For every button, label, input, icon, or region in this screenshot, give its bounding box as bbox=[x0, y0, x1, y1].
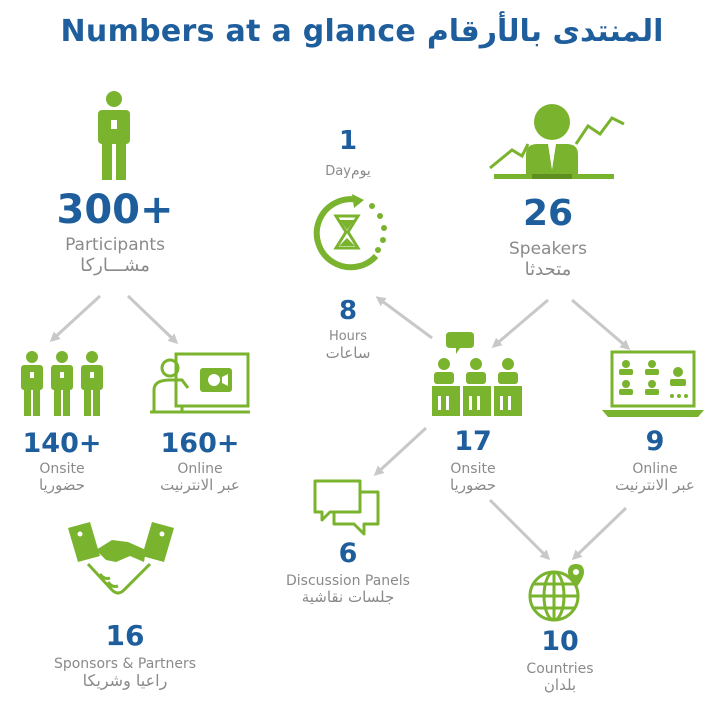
online-speakers-value: 9 bbox=[645, 426, 665, 457]
participant-icon bbox=[94, 90, 134, 182]
speakers-value: 26 bbox=[522, 193, 574, 234]
panels-label: Discussion Panels bbox=[286, 573, 410, 589]
onsite-participants-stat bbox=[6, 430, 118, 494]
onsite-speakers-label: Onsite bbox=[450, 461, 496, 477]
online-participants-label-ar: عبر الانترنيت bbox=[160, 476, 240, 495]
speakers-stat bbox=[478, 193, 618, 280]
onsite-participants-value: 140+ bbox=[22, 428, 102, 459]
panels-value: 6 bbox=[338, 538, 358, 569]
speakers-label: Speakers bbox=[508, 239, 587, 259]
countries-label-ar: بلدان bbox=[543, 676, 577, 695]
page-title: Numbers at a glance المنتدى بالأرقام bbox=[60, 14, 664, 49]
hours-label: Hours bbox=[328, 329, 368, 344]
days-label: Day bbox=[325, 164, 351, 179]
hours-label-ar: ساعات bbox=[325, 343, 371, 362]
onsite-speakers-stat bbox=[418, 428, 528, 494]
online-participants-icon bbox=[148, 350, 252, 416]
handshake-icon bbox=[66, 520, 176, 606]
countries-stat bbox=[500, 628, 620, 694]
participants-value: 300+ bbox=[56, 187, 174, 233]
panel-speakers-icon bbox=[430, 330, 524, 418]
online-speakers-label: Online bbox=[632, 461, 678, 477]
sponsors-label: Sponsors & Partners bbox=[53, 656, 197, 672]
participants-label-ar: مشـــاركا bbox=[80, 254, 150, 276]
sponsors-label-ar: راعيا وشريكا bbox=[82, 671, 168, 691]
onsite-participants-icon bbox=[18, 350, 106, 418]
arrow-onsite-countries bbox=[490, 500, 548, 558]
speaker-icon bbox=[488, 100, 628, 182]
online-participants-label: Online bbox=[177, 461, 223, 477]
arrow-participants-online bbox=[128, 296, 176, 342]
panels-stat bbox=[266, 540, 430, 606]
hours-stat bbox=[300, 298, 396, 362]
panels-label-ar: جلسات نقاشية bbox=[301, 588, 395, 607]
onsite-participants-label-ar: حضوريا bbox=[38, 476, 86, 495]
speakers-label-ar: متحدثا bbox=[524, 258, 572, 280]
days-label-ar: يوم bbox=[350, 163, 371, 179]
onsite-speakers-label-ar: حضوريا bbox=[449, 476, 497, 495]
video-call-icon bbox=[602, 350, 704, 418]
sponsors-stat bbox=[20, 619, 230, 691]
arrow-speakers-online bbox=[572, 300, 628, 348]
hourglass-clock-icon bbox=[306, 192, 396, 274]
participants-stat bbox=[30, 187, 200, 276]
onsite-speakers-value: 17 bbox=[454, 426, 492, 457]
hours-value: 8 bbox=[338, 296, 358, 326]
participants-label: Participants bbox=[65, 235, 165, 255]
globe-location-icon bbox=[528, 562, 588, 624]
days-stat bbox=[300, 128, 396, 180]
online-participants-stat bbox=[134, 430, 266, 494]
online-participants-value: 160+ bbox=[160, 428, 240, 459]
days-value: 1 bbox=[338, 126, 358, 156]
countries-value: 10 bbox=[541, 626, 579, 657]
arrow-online-countries bbox=[574, 508, 626, 558]
arrow-participants-onsite bbox=[52, 296, 100, 340]
onsite-participants-label: Onsite bbox=[39, 461, 85, 477]
countries-label: Countries bbox=[526, 661, 594, 677]
chat-bubbles-icon bbox=[312, 478, 382, 536]
online-speakers-stat bbox=[590, 428, 720, 494]
sponsors-value: 16 bbox=[105, 619, 145, 652]
online-speakers-label-ar: عبر الانترنيت bbox=[615, 476, 695, 495]
